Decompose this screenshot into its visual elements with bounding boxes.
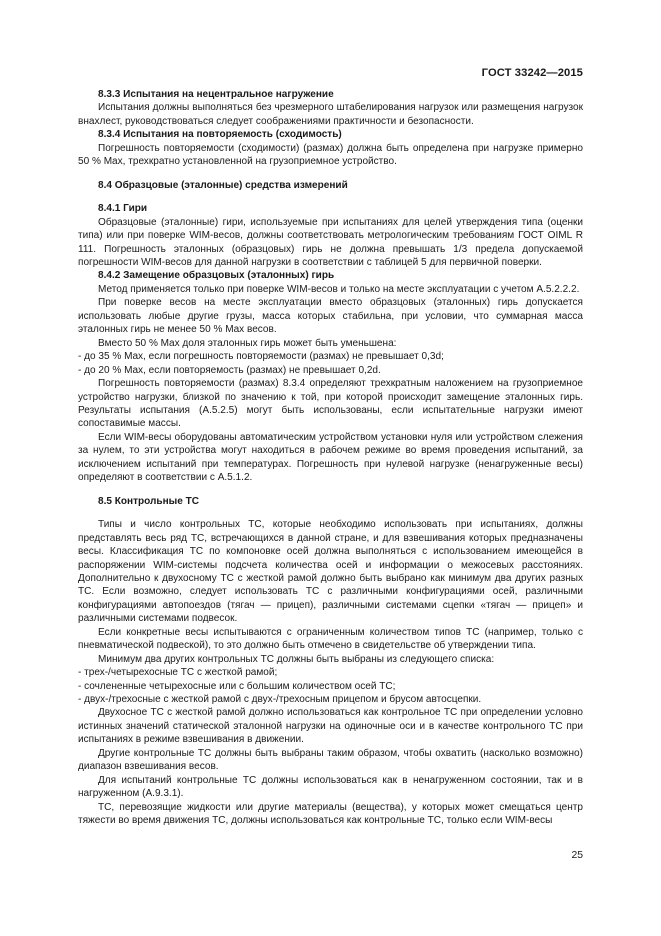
list-item: - сочлененные четырехосные или с большим количеством осей ТС;: [78, 680, 396, 692]
heading-8-4: 8.4 Образцовые (эталонные) средства измерений: [98, 179, 348, 191]
document-body: [78, 88, 583, 828]
list-item: - до 35 % Max, если погрешность повторяемости (размах) не превышает 0,3d;: [78, 351, 444, 363]
page-number: 25: [571, 850, 583, 861]
paragraph: Метод применяется только при поверке WIM-весов и только на месте эксплуатации с учетом А.5.2.2.2.: [98, 283, 580, 295]
list-item: - трех-/четырехосные ТС с жесткой рамой;: [78, 667, 278, 679]
heading-8-4-2: 8.4.2 Замещение образцовых (эталонных) гирь: [98, 270, 335, 282]
paragraph: Двухосное ТС с жесткой рамой должно использоваться как контрольное ТС при определении условно истинных значений статической эталонной нагрузки на одиночные оси и в качестве контрольного ТС при испытаниях в режиме взвешивания в движении.: [78, 707, 583, 746]
heading-8-3-3: 8.3.3 Испытания на нецентральное нагружение: [98, 89, 334, 100]
paragraph: Если конкретные весы испытываются с ограниченным количеством типов ТС (например, только с пневматической подвеской), то это должно быть отмечено в свидетельстве об утверждении типа.: [78, 626, 583, 652]
standard-code: ГОСТ 33242—2015: [481, 67, 583, 79]
paragraph: Образцовые (эталонные) гири, используемые при испытаниях для целей утверждения типа (оценки типа) или при поверке WIM-весов, должны соответствовать метрологическим требованиям ГОСТ OIML R 111. Погрешность эталонных (образцовых) гирь не должна превышать 1/3 предела допускаемой погрешности WIM-весов для данной нагрузки в соответствии с таблицей 5 для первичной поверки.: [78, 216, 583, 268]
paragraph: ТС, перевозящие жидкости или другие материалы (вещества), у которых может смещаться центр тяжести во время движения ТС, должны использоваться как контрольные ТС, только если WIM-весы: [78, 801, 583, 827]
paragraph: Погрешность повторяемости (размах) 8.3.4 определяют трехкратным наложением на грузоприемное устройство нагрузки, близкой по значению к той, при которой происходит замещение эталонных гирь. Результаты испытания (А.5.2.5) могут быть использованы, если испытательные нагрузки имеют сопоставимые массы.: [78, 378, 583, 430]
paragraph: Если WIM-весы оборудованы автоматическим устройством установки нуля или устройством слежения за нулем, то эти устройства могут находиться в рабочем режиме во время проведения испытаний, за исключением испытаний при температурах. Погрешность при нулевой нагрузке (ненагруженные весы) определяют в соответствии с А.5.1.2.: [78, 431, 583, 484]
heading-8-5: 8.5 Контрольные ТС: [98, 495, 200, 507]
heading-8-4-1: 8.4.1 Гири: [98, 203, 148, 215]
list-item: - двух-/трехосные с жесткой рамой с двух-/трехосным прицепом и брусом автосцепки.: [78, 694, 482, 706]
paragraph: Погрешность повторяемости (сходимости) (размах) должна быть определена при нагрузке примерно 50 % Max, трехкратно установленной на грузоприемное устройство.: [78, 142, 583, 168]
paragraph: Для испытаний контрольные ТС должны использоваться как в ненагруженном состоянии, так и в нагруженном (А.9.3.1).: [78, 774, 583, 800]
paragraph: Вместо 50 % Max доля эталонных гирь может быть уменьшена:: [98, 337, 397, 349]
paragraph: Другие контрольные ТС должны быть выбраны таким образом, чтобы охватить (насколько возможно) диапазон взвешивания весов.: [78, 747, 583, 773]
paragraph: Минимум два других контрольных ТС должны быть выбраны из следующего списка:: [98, 653, 495, 665]
heading-8-3-4: 8.3.4 Испытания на повторяемость (сходимость): [98, 129, 342, 141]
paragraph: Испытания должны выполняться без чрезмерного штабелирования нагрузок или размещения нагрузок внахлест, руководствоваться следует соображениями практичности и безопасности.: [78, 102, 583, 127]
paragraph: При поверке весов на месте эксплуатации вместо образцовых (эталонных) гирь допускается использовать любые другие грузы, масса которых стабильна, при условии, что суммарная масса эталонных гирь не менее 50 % Max весов.: [78, 297, 583, 336]
list-item: - до 20 % Max, если повторяемость (размах) не превышает 0,2d.: [78, 364, 381, 376]
paragraph: Типы и число контрольных ТС, которые необходимо использовать при испытаниях, должны представлять весь ряд ТС, встречающихся в данной стране, и для взвешивания которых предназначены весы. Классификация ТС по компоновке осей должна выполняться с использованием имеющейся в распоряжении WIM-системы подсчета количества осей и информации о межосевых расстояниях. Дополнительно к двухосному ТС с жесткой рамой должно быть выбрано как минимум два других разных ТС. Если возможно, следует использовать ТС с различными конфигурациями осей, различными конфигурациями автопоездов (тягач — прицеп), различными системами сцепки «тягач — прицеп» и различными системами подвесок.: [78, 519, 583, 625]
